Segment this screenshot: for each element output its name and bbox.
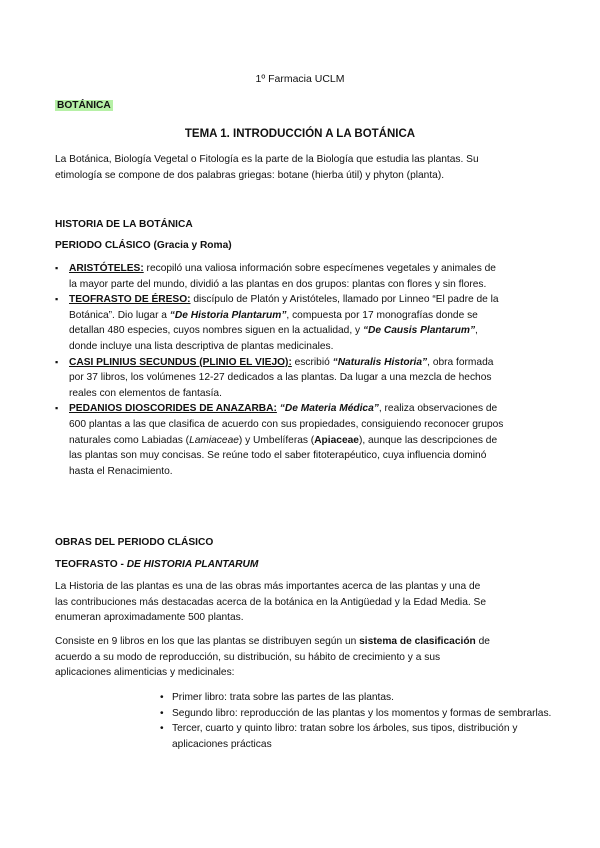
obra-work: DE HISTORIA PLANTARUM — [126, 559, 259, 570]
autor-name: ARISTÓTELES: — [69, 263, 144, 274]
periodo-detail: (Gracia y Roma) — [153, 240, 232, 251]
subject-label — [55, 98, 113, 114]
intro-paragraph: La Botánica, Biología Vegetal o Fitología es la parte de la Biología que estudia las plantas. Su etimología se compone de dos palabras griegas: botane (hierba útil) y phyton (planta). — [55, 154, 479, 181]
list-item: • Tercer, cuarto y quinto libro: tratan sobre los árboles, sus tipos, distribución y aplicaciones prácticas — [160, 721, 560, 752]
obra-paragraph-1: La Historia de las plantas es una de las obras más importantes acerca de las plantas y una de las contribuciones más destacadas acerca de la botánica en la Antigüedad y la Edad Media. Se enumeran aproximadamente 500 plantas. — [55, 581, 486, 624]
autores-list — [55, 261, 505, 479]
list-item: ▪ TEOFRASTO DE ÉRESO: discípulo de Platón y Aristóteles, llamado por Linneo “El padre de la Botánica”. Dio lugar a “De Historia Plantarum”, compuesta por 17 monografías donde se detallan 480 especies, cuyos nombres siguen en la actualidad, y “De Causis Plantarum”, donde incluye una lista descriptiva de plantas medicinales. — [55, 292, 505, 354]
obra-title — [55, 557, 495, 573]
libros-list — [160, 690, 560, 752]
periodo-heading — [55, 238, 495, 254]
list-item: ▪ ARISTÓTELES: recopiló una valiosa información sobre especímenes vegetales y animales de la mayor parte del mundo, dividió a las plantas en dos grupos: plantas con flores y sin flores. — [55, 261, 505, 292]
autor-name: TEOFRASTO DE ÉRESO: — [69, 294, 191, 306]
subject-highlight: BOTÁNICA — [57, 100, 111, 111]
obra-author: TEOFRASTO - — [55, 559, 127, 570]
list-item: • Segundo libro: reproducción de las plantas y los momentos y formas de sembrarlas. — [160, 706, 560, 722]
list-item: • Primer libro: trata sobre las partes de las plantas. — [160, 690, 560, 706]
autor-name: CASI PLINIUS SECUNDUS (PLINIO EL VIEJO): — [69, 356, 292, 368]
periodo-label: PERIODO CLÁSICO — [55, 240, 151, 251]
historia-heading: HISTORIA DE LA BOTÁNICA — [55, 219, 193, 230]
page-title: TEMA 1. INTRODUCCIÓN A LA BOTÁNICA — [184, 128, 416, 140]
page-header: 1º Farmacia UCLM — [255, 73, 345, 85]
autor-name: PEDANIOS DIOSCORIDES DE ANAZARBA: — [69, 403, 277, 415]
obras-heading: OBRAS DEL PERIODO CLÁSICO — [55, 537, 214, 548]
list-item: ▪ CASI PLINIUS SECUNDUS (PLINIO EL VIEJO): escribió “Naturalis Historia”, obra formada por 37 libros, los volúmenes 12-27 dedicados a las plantas. Da lugar a una mezcla de hechos reales con elementos de fantasía. — [55, 355, 505, 402]
obra-paragraph-2: Consiste en 9 libros en los que las plantas se distribuyen según un sistema de clasificación de acuerdo a su modo de reproducción, su distribución, su hábito de crecimiento y a sus aplicaciones alimenticias y medicinales: — [55, 636, 490, 679]
list-item: ▪ PEDANIOS DIOSCORIDES DE ANAZARBA: “De Materia Médica”, realiza observaciones de 600 plantas a las que clasifica de acuerdo con sus propiedades, consiguiendo reconocer grupos naturales como Labiadas (Lamiaceae) y Umbelíferas (Apiaceae), aunque las descripciones de las plantas son muy concisas. Se reúne todo el saber fitoterapéutico, cuya influencia dominó hasta el Renacimiento. — [55, 401, 505, 479]
